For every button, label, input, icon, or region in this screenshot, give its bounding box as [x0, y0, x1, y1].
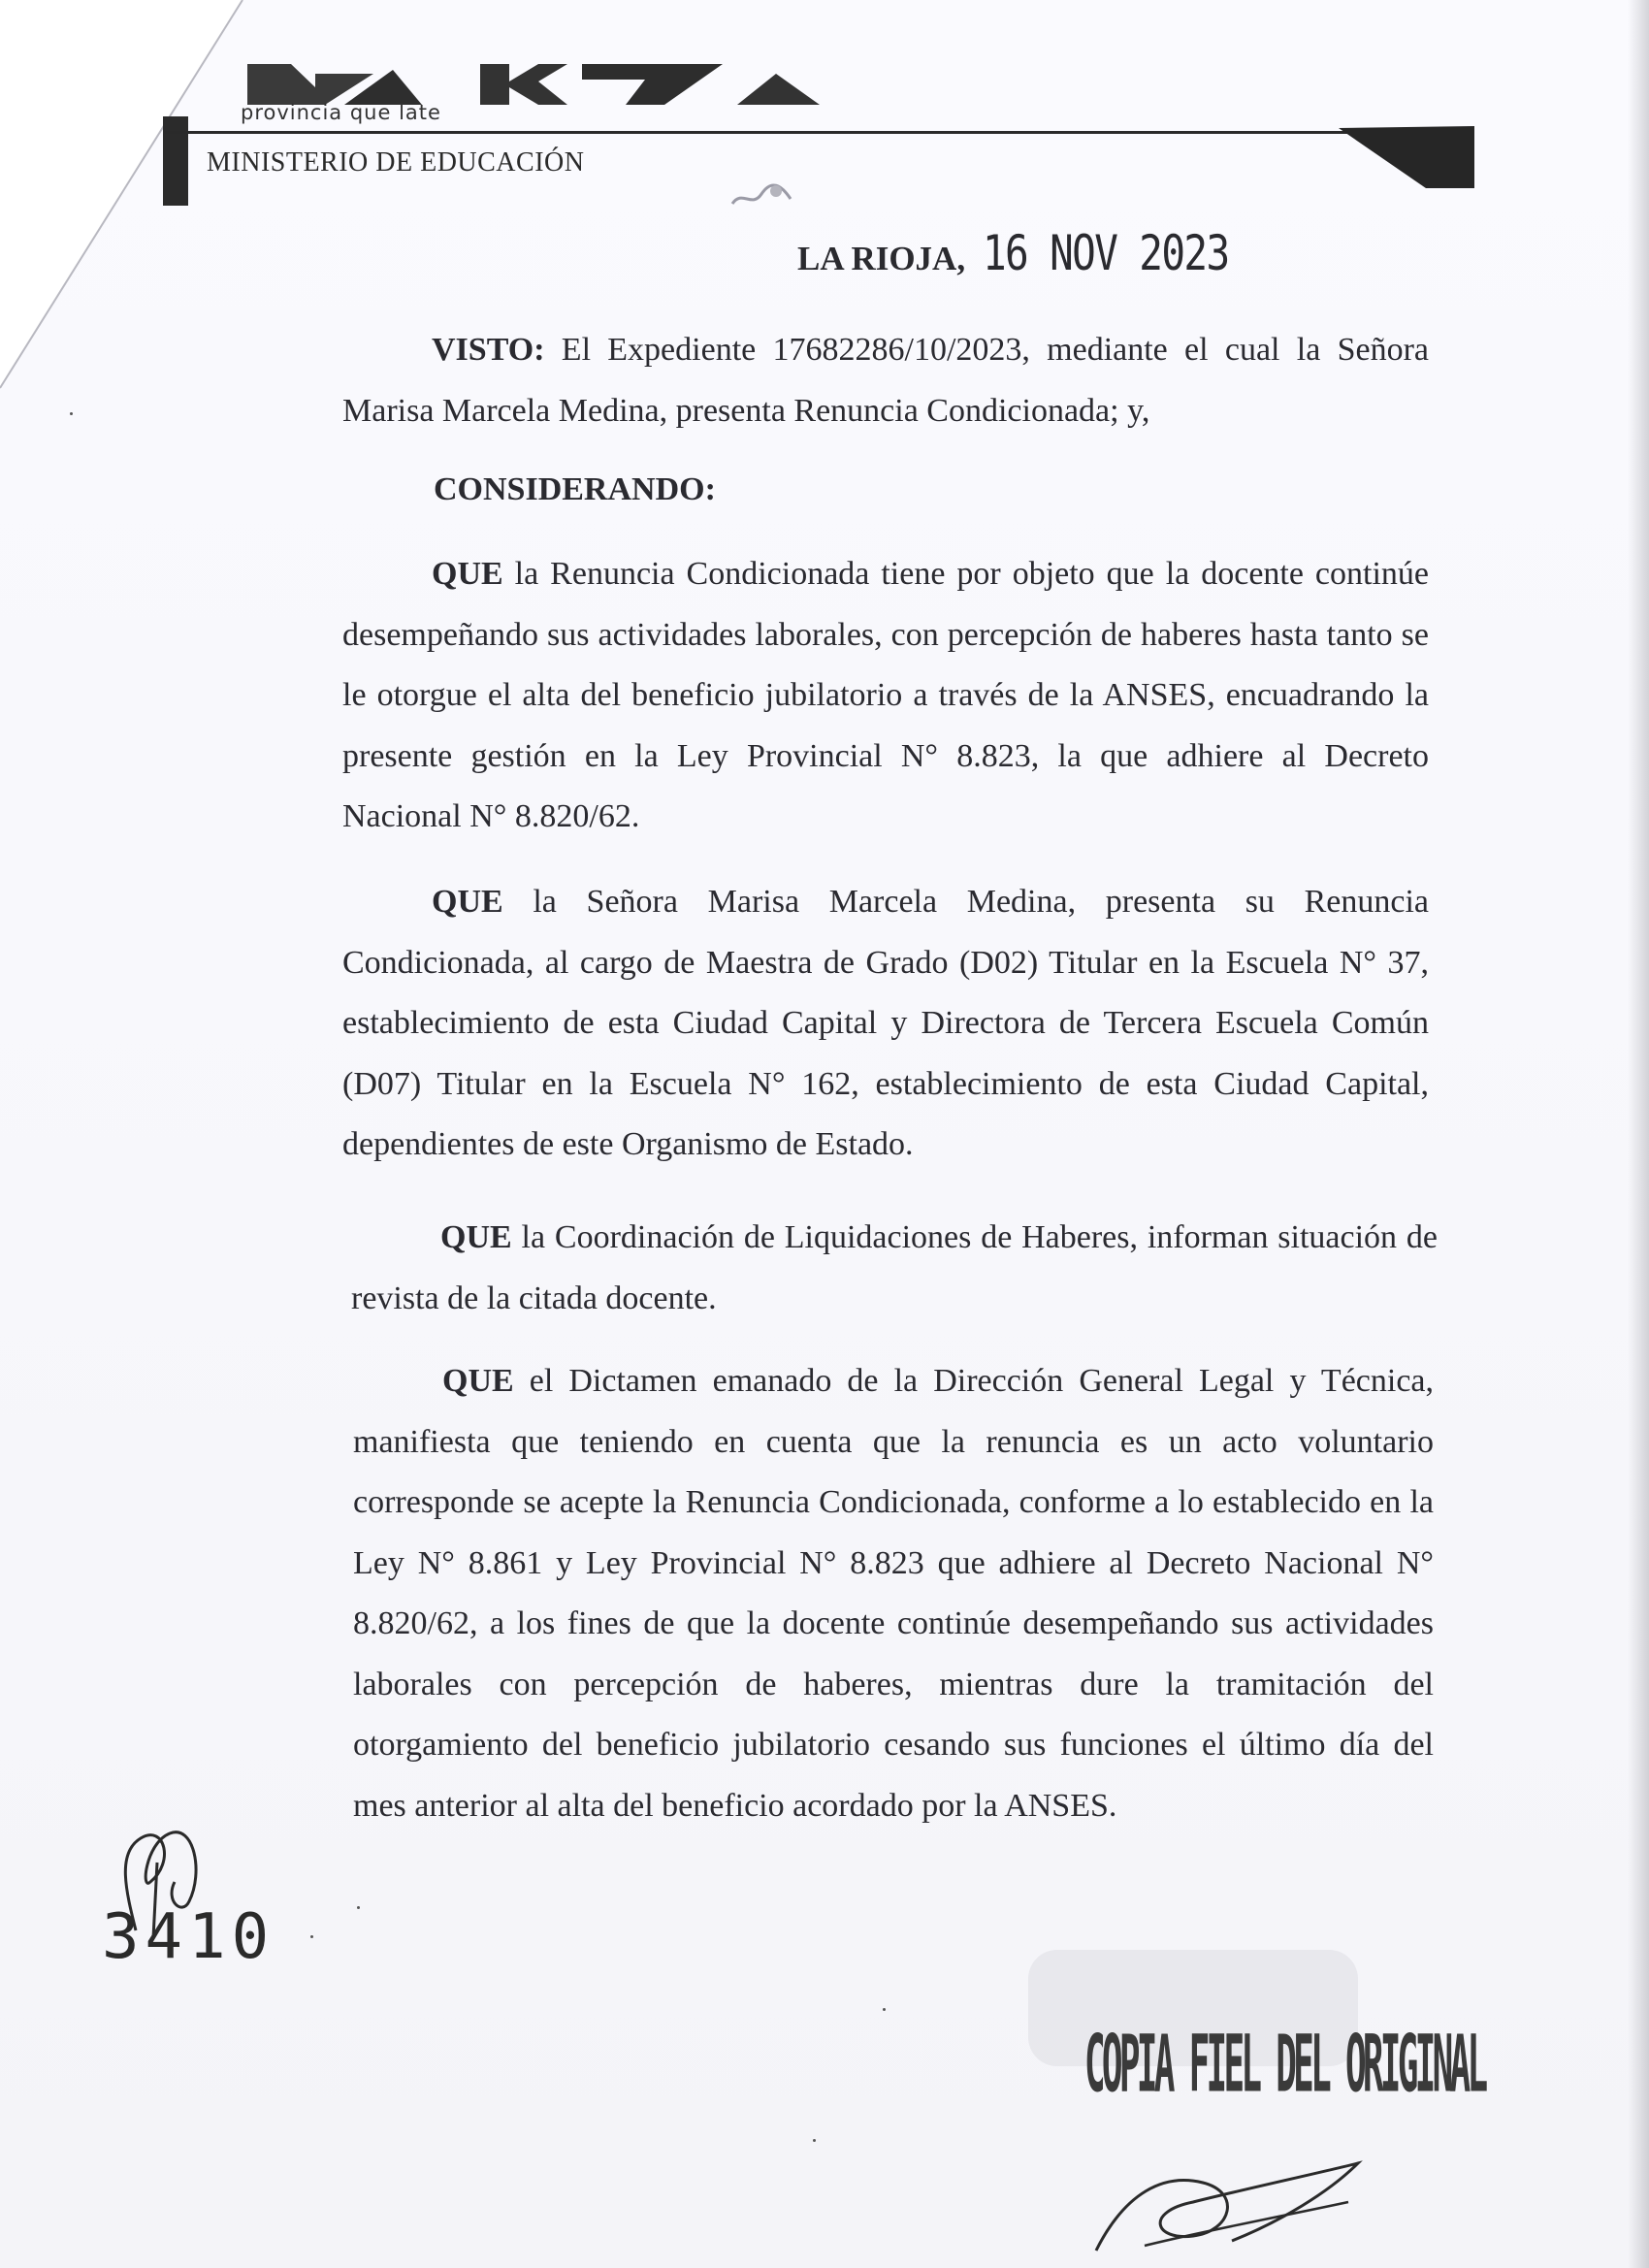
que-label: QUE [440, 1219, 512, 1255]
date-line [797, 225, 1282, 281]
que-paragraph-1 [342, 544, 1429, 848]
que-text-2: la Señora Marisa Marcela Medina, presenta su Renuncia Condicionada, al cargo de Maestra de Grado (D02) Titular en la Escuela N° 37, establecimiento de esta Ciudad Capital y Directora de Tercera Escuela Común (D07) Titular en la Escuela N° 162, establecimiento de esta Ciudad Capital, dependientes de este Organismo de Estado. [342, 884, 1429, 1162]
ink-smudge [728, 179, 805, 218]
visto-label: VISTO: [432, 332, 545, 368]
bottom-signature [1086, 2134, 1377, 2260]
visto-text: El Expediente 17682286/10/2023, mediante el cual la Señora Marisa Marcela Medina, presenta Renuncia Condicionada; y, [342, 332, 1429, 429]
header-left-tab [163, 116, 188, 206]
copia-fiel-stamp: COPIA FIEL DEL ORIGINAL [1084, 2018, 1485, 2111]
scan-speck [357, 1906, 360, 1909]
scan-speck [70, 412, 73, 415]
considerando-heading: CONSIDERANDO: [434, 471, 716, 507]
scan-speck [883, 2008, 886, 2011]
date-label: LA RIOJA, [797, 240, 966, 277]
que-label: QUE [432, 884, 503, 920]
scan-edge-shadow [1628, 0, 1649, 2268]
que-label: QUE [432, 556, 503, 592]
folio-number: 3410 [102, 1901, 275, 1973]
que-paragraph-2 [342, 872, 1429, 1176]
que-paragraph-4 [353, 1351, 1434, 1836]
que-text-4: el Dictamen emanado de la Dirección General Legal y Técnica, manifiesta que teniendo en cuenta que la renuncia es un acto voluntario corresponde se acepte la Renuncia Condicionada, conforme a lo establecido en la Ley N° 8.861 y Ley Provincial N° 8.823 que adhiere al Decreto Nacional N° 8.820/62, a los fines de que la docente continúe desempeñando sus actividades laborales con percepción de haberes, mientras dure la tramitación del otorgamiento del beneficio jubilatorio cesando sus funciones el último día del mes anterior al alta del beneficio acordado por la ANSES. [353, 1363, 1434, 1824]
header-wedge [1339, 124, 1474, 192]
header-rule [165, 131, 1474, 134]
folded-corner [0, 0, 252, 407]
visto-paragraph [342, 320, 1429, 441]
que-text-3: la Coordinación de Liquidaciones de Haberes, informan situación de revista de la citada docente. [351, 1219, 1438, 1316]
riojana-logo [247, 60, 829, 107]
que-label: QUE [442, 1363, 514, 1399]
que-text-1: la Renuncia Condicionada tiene por objeto que la docente continúe desempeñando sus actividades laborales, con percepción de haberes hasta tanto se le otorgue el alta del beneficio jubilatorio a través de la ANSES, encuadrando la presente gestión en la Ley Provincial N° 8.823, la que adhiere al Decreto Nacional N° 8.820/62. [342, 556, 1429, 834]
tagline: provincia que late [241, 101, 441, 124]
scan-speck [813, 2139, 816, 2142]
ministry-name: MINISTERIO DE EDUCACIÓN [207, 147, 585, 178]
que-paragraph-3 [351, 1208, 1438, 1329]
scan-speck [310, 1935, 313, 1938]
date-stamp: 16 NOV 2023 [983, 225, 1229, 281]
